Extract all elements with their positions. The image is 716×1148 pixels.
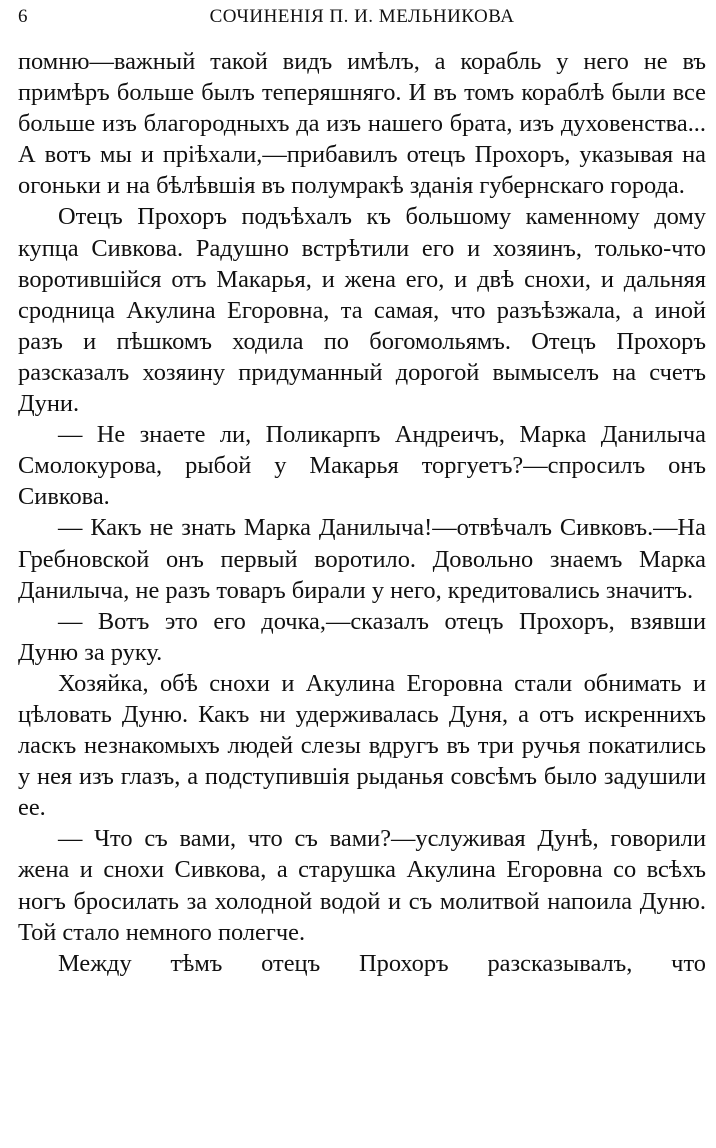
page-header [18, 0, 706, 46]
paragraph: Хозяйка, обѣ снохи и Акулина Егоровна стали обнимать и цѣловать Дуню. Какъ ни удерживалась Дуня, а отъ искреннихъ ласкъ незнакомыхъ людей слезы вдругъ въ три ручья покатились у нея изъ глазъ, а подступившія рыданья совсѣмъ было задушили ее. [18, 669, 706, 822]
paragraph: помню—важный такой видъ имѣлъ, а корабль у него не въ примѣръ больше былъ теперяшняго. И въ томъ кораблѣ были все больше изъ благородныхъ да изъ нашего брата, изъ духовенства... А вотъ мы и пріѣхали,—прибавилъ отецъ Прохоръ, указывая на огоньки и на бѣлѣвшія въ полумракѣ зданія губернскаго города. [18, 48, 706, 200]
paragraph: Отецъ Прохоръ подъѣхалъ къ большому каменному дому купца Сивкова. Радушно встрѣтили его и хозяинъ, только-что воротившійся отъ Макарья, и жена его, и двѣ снохи, и дальняя сродница Акулина Егоровна, та самая, что разъѣзжала, а иной разъ и пѣшкомъ ходила по богомольямъ. Отецъ Прохоръ разсказалъ хозяину придуманный дорогой вымыселъ на счетъ Дуни. [18, 203, 706, 418]
body-text [18, 46, 706, 979]
paragraph: — Не знаете ли, Поликарпъ Андреичъ, Марка Данилыча Смолокурова, рыбой у Макарья торгуетъ?—спросилъ онъ Сивкова. [18, 421, 706, 511]
paragraph: Между тѣмъ отецъ Прохоръ разсказывалъ, что [58, 949, 706, 977]
page-number: 6 [18, 6, 28, 27]
paragraph: — Вотъ это его дочка,—сказалъ отецъ Прохоръ, взявши Дуню за руку. [18, 607, 706, 666]
paragraph: — Что съ вами, что съ вами?—услуживая Дунѣ, говорили жена и снохи Сивкова, а старушка Акулина Егоровна со всѣхъ ногъ бросилать за холодной водой и съ молитвой напоила Дуню. Той стало немного полегче. [18, 825, 706, 946]
running-title: СОЧИНЕНІЯ П. И. МЕЛЬНИКОВА [209, 6, 515, 27]
paragraph: — Какъ не знать Марка Данилыча!—отвѣчалъ Сивковъ.—На Гребновской онъ первый воротило. Довольно знаемъ Марка Данилыча, не разъ товаръ бирали у него, кредитовались значитъ. [18, 514, 706, 604]
